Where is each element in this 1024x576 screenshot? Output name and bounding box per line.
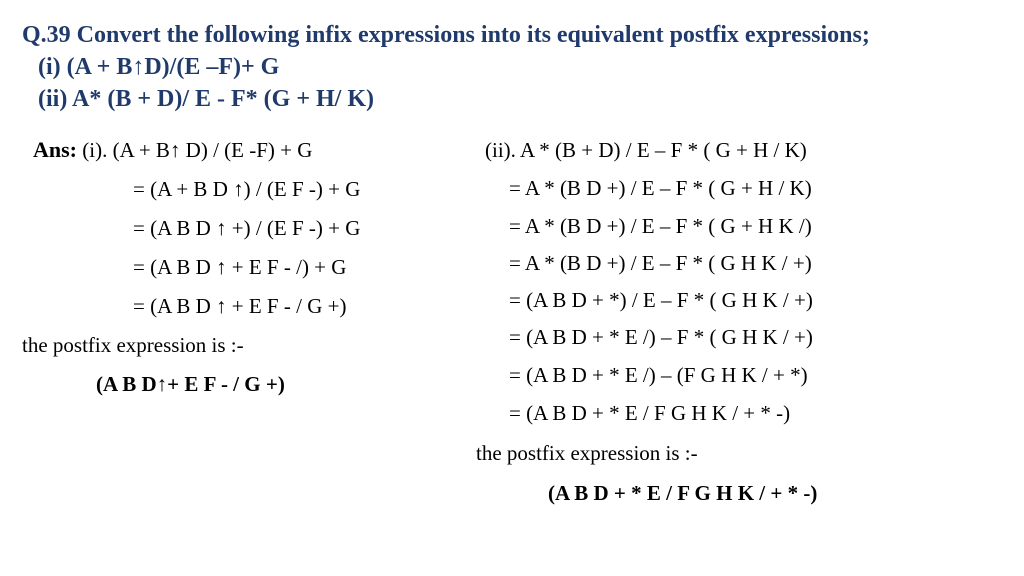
- question-title: Q.39 Convert the following infix expressions into its equivalent postfix expressions;: [22, 22, 870, 48]
- answer-right-step-1: = A * (B D +) / E – F * ( G + H / K): [509, 176, 812, 200]
- answer-right-step-4: = (A B D + *) / E – F * ( G H K / +): [509, 288, 813, 312]
- answer-right-step-3: = A * (B D +) / E – F * ( G H K / +): [509, 251, 812, 275]
- answer-right-first-line: (ii). A * (B + D) / E – F * ( G + H / K): [485, 138, 807, 162]
- answer-right-step-6: = (A B D + * E /) – (F G H K / + *): [509, 363, 808, 387]
- answer-right-result: (A B D + * E / F G H K / + * -): [548, 481, 818, 505]
- question-part-ii: (ii) A* (B + D)/ E - F* (G + H/ K): [38, 86, 374, 112]
- answer-left-conclusion: the postfix expression is :-: [22, 333, 244, 357]
- answer-right-step-5: = (A B D + * E /) – F * ( G H K / +): [509, 325, 813, 349]
- answer-left-first-line: [33, 137, 312, 163]
- answer-left-result: (A B D↑+ E F - / G +): [96, 372, 285, 396]
- question-part-i: (i) (A + B↑D)/(E –F)+ G: [38, 54, 280, 80]
- answer-right-step-2: = A * (B D +) / E – F * ( G + H K /): [509, 214, 812, 238]
- answer-right-step-7: = (A B D + * E / F G H K / + * -): [509, 401, 791, 425]
- answer-left-expression: (i). (A + B↑ D) / (E -F) + G: [77, 138, 313, 162]
- answer-right-conclusion: the postfix expression is :-: [476, 441, 698, 465]
- answer-left-step-2: = (A B D ↑ +) / (E F -) + G: [133, 216, 361, 240]
- answer-left-step-3: = (A B D ↑ + E F - /) + G: [133, 255, 347, 279]
- answer-label: Ans:: [33, 137, 78, 162]
- answer-left-step-4: = (A B D ↑ + E F - / G +): [133, 294, 347, 318]
- answer-left-step-1: = (A + B D ↑) / (E F -) + G: [133, 177, 361, 201]
